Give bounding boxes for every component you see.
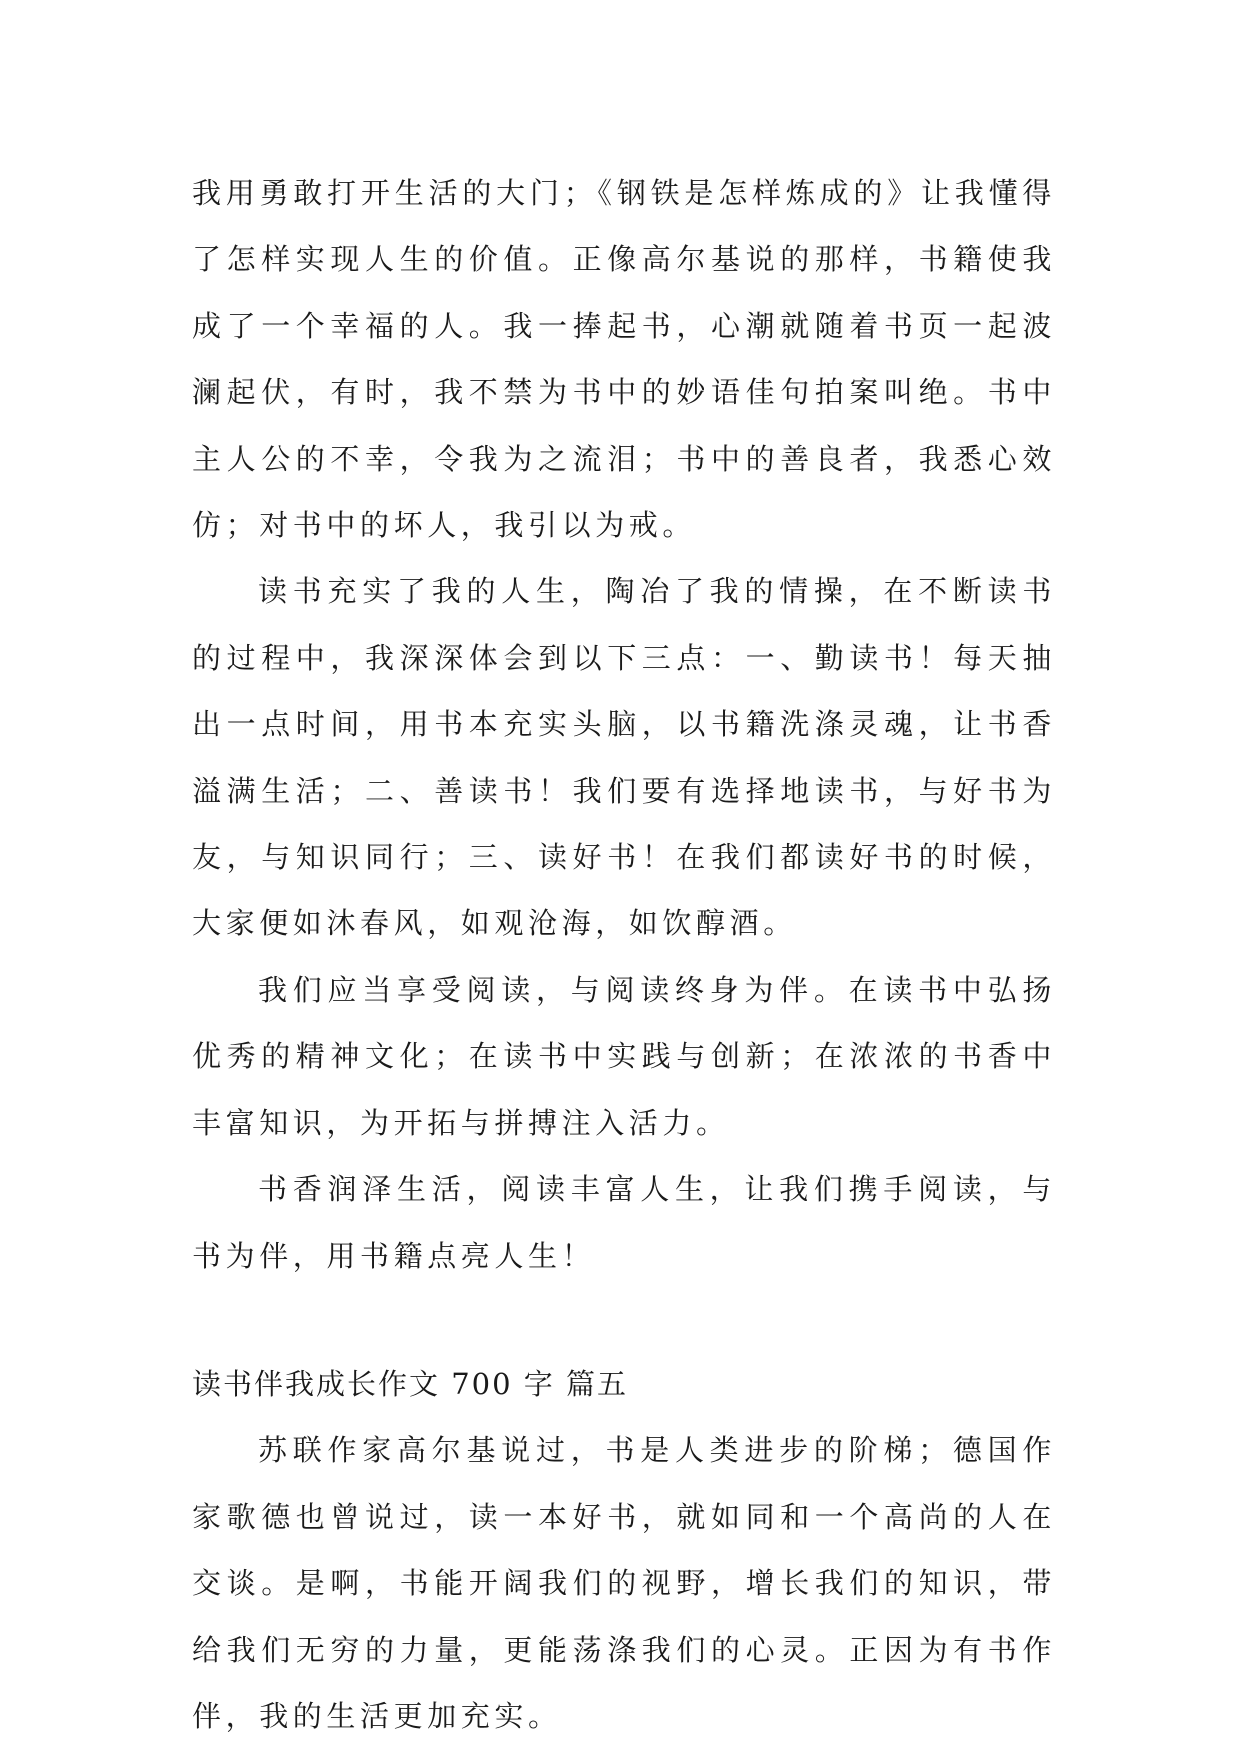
section-heading: 读书伴我成长作文 700 字 篇五	[192, 1366, 629, 1401]
paragraph-2: 读书充实了我的人生，陶冶了我的情操，在不断读书的过程中，我深深体会到以下三点：一、勤读书！每天抽出一点时间，用书本充实头脑，以书籍洗涤灵魂，让书香溢满生活；二、善读书！我们要有选择地读书，与好书为友，与知识同行；三、读好书！在我们都读好书的时候，大家便如沐春风，如观沧海，如饮醇酒。	[192, 574, 1056, 941]
paragraph-5: 苏联作家高尔基说过，书是人类进步的阶梯；德国作家歌德也曾说过，读一本好书，就如同和一个高尚的人在交谈。是啊，书能开阔我们的视野，增长我们的知识，带给我们无穷的力量，更能荡涤我们的心灵。正因为有书作伴，我的生活更加充实。	[192, 1433, 1056, 1733]
paragraph-1: 我用勇敢打开生活的大门；《钢铁是怎样炼成的》让我懂得了怎样实现人生的价值。正像高尔基说的那样，书籍使我成了一个幸福的人。我一捧起书，心潮就随着书页一起波澜起伏，有时，我不禁为书中的妙语佳句拍案叫绝。书中主人公的不幸，令我为之流泪；书中的善良者，我悉心效仿；对书中的坏人，我引以为戒。	[192, 176, 1056, 543]
paragraph-3: 我们应当享受阅读，与阅读终身为伴。在读书中弘扬优秀的精神文化；在读书中实践与创新；在浓浓的书香中丰富知识，为开拓与拼搏注入活力。	[192, 972, 1056, 1140]
paragraph-4: 书香润泽生活，阅读丰富人生，让我们携手阅读，与书为伴，用书籍点亮人生！	[192, 1172, 1056, 1273]
document-page	[192, 160, 1056, 1749]
